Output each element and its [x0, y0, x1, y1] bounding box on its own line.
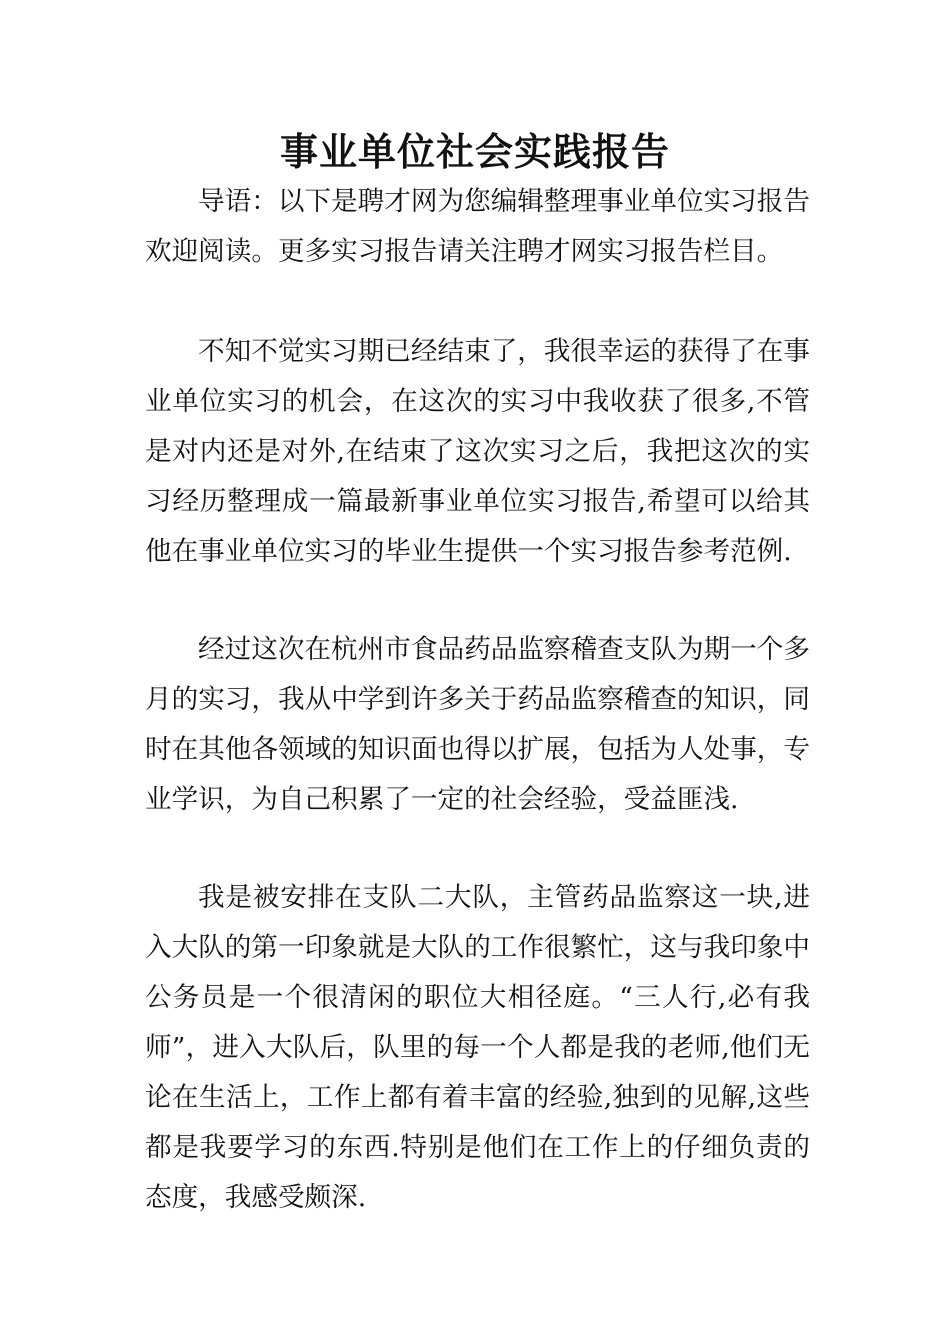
intro-paragraph: 导语：以下是聘才网为您编辑整理事业单位实习报告欢迎阅读。更多实习报告请关注聘才网实习报告栏目。	[145, 186, 810, 267]
document-title: 事业单位社会实践报告	[279, 129, 670, 174]
body-paragraph-1: 不知不觉实习期已经结束了，我很幸运的获得了在事业单位实习的机会，在这次的实习中我收获了很多,不管是对内还是对外,在结束了这次实习之后，我把这次的实习经历整理成一篇最新事业单位实习报告,希望可以给其他在事业单位实习的毕业生提供一个实习报告参考范例.	[145, 336, 810, 567]
body-paragraph-3: 我是被安排在支队二大队，主管药品监察这一块,进入大队的第一印象就是大队的工作很繁忙，这与我印象中公务员是一个很清闲的职位大相径庭。“三人行,必有我师”，进入大队后，队里的每一个人都是我的老师,他们无论在生活上，工作上都有着丰富的经验,独到的见解,这些都是我要学习的东西.特别是他们在工作上的仔细负责的态度，我感受颇深.	[145, 882, 810, 1213]
body-paragraph-2: 经过这次在杭州市食品药品监察稽查支队为期一个多月的实习，我从中学到许多关于药品监察稽查的知识，同时在其他各领域的知识面也得以扩展，包括为人处事，专业学识，为自己积累了一定的社会经验，受益匪浅.	[145, 634, 810, 815]
